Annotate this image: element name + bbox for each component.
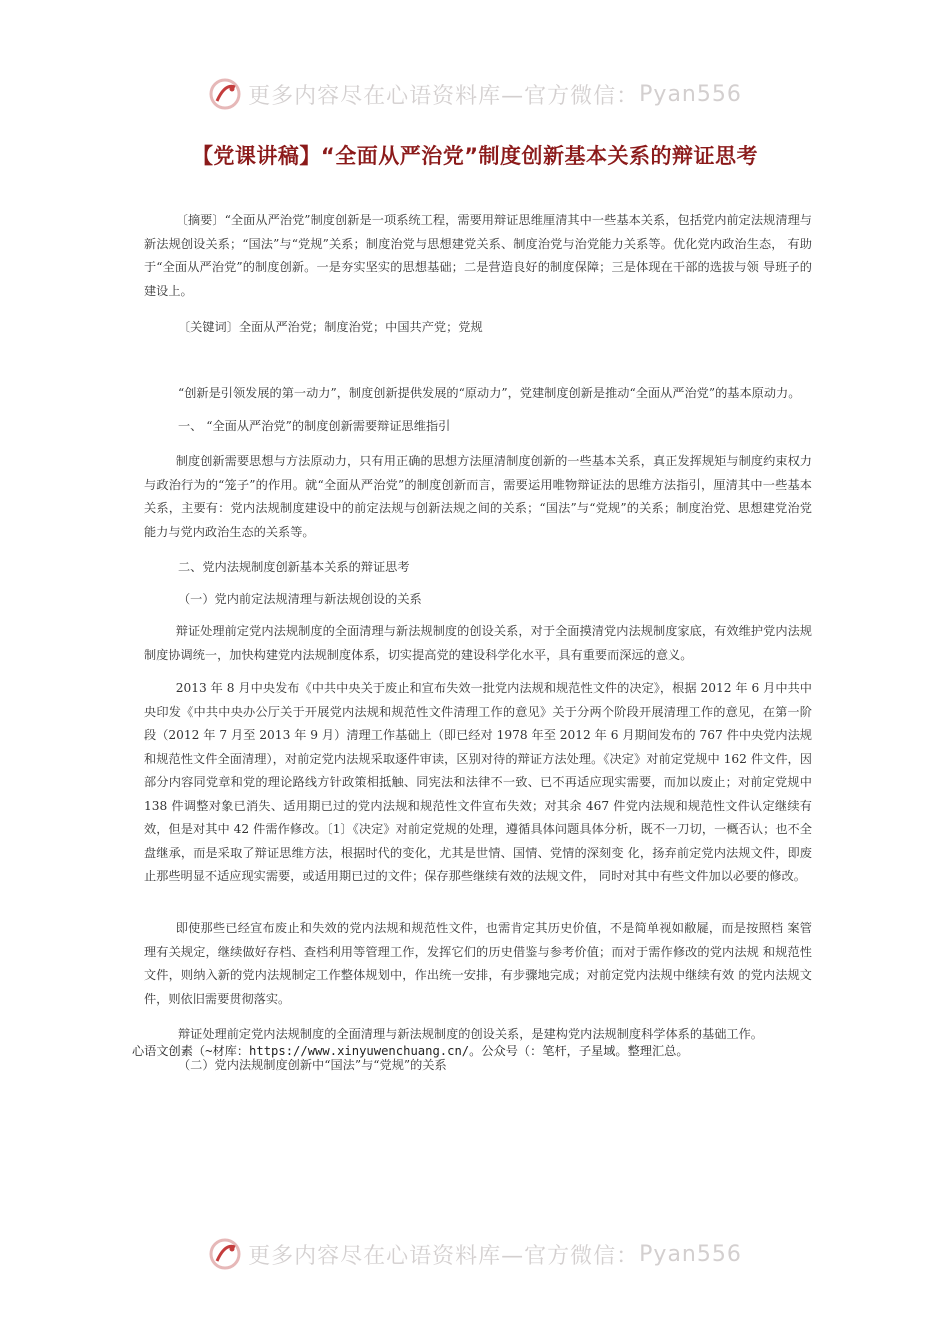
banner-text: 更多内容尽在心语资料库—官方微信：: [248, 1243, 640, 1269]
body-paragraph-1: 制度创新需要思想与方法原动力，只有用正确的思想方法厘清制度创新的一些基本关系，真正发挥规矩与制度约束权力与政治行为的“笼子”的作用。就“全面从严治党”的制度创新而言，需要运用唯物辩证法的思维方法指引，厘清其中一些基本关系，主要有：党内法规制度建设中的前定法规与创新法规之间的关系；“国法”与“党规”的关系；制度治党、思想建党治党能力与党内政治生态的关系等。: [144, 454, 812, 539]
brush-logo-icon: [208, 1237, 242, 1271]
body-paragraph-3: 2013 年 8 月中央发布《中共中央关于废止和宣布失效一批党内法规和规范性文件的决定》，根据 2012 年 6 月中共中央印发《中共中央办公厅关于开展党内法规和规范性文件清理工作的意见》关于分两个阶段开展清理工作的意见，在第一阶段（2012 年 7 月至 2013 年 9 月）清理工作基础上（即已经对 1978 年至 2012 年 6 月期间发布的 767 件中央党内法规和规范性文件全面清理），对前定党内法规采取逐件审读，区别对待的辩证方法处理。《决定》对前定党规中 162 件文件，因部分内容同党章和党的理论路线方针政策相抵触、同宪法和法律不一致、已不再适应现实需要，而加以废止；对前定党规中 138 件调整对象已消失、适用期已过的党内法规和规范性文件宣布失效；对其余 467 件党内法规和规范性文件认定继续有效，但是对其中 42 件需作修改。〔1〕《决定》对前定党规的处理，遵循具体问题具体分析，既不一刀切，一概否认；也不全盘继承，而是采取了辩证思维方法，根据时代的变化，尤其是世情、国情、党情的深刻变 化，扬弃前定党内法规文件，即废止那些明显不适应现实需要，或适用期已过的文件；保存那些继续有效的法规文件， 同时对其中有些文件加以必要的修改。: [144, 681, 812, 883]
document-title: 【党课讲稿】“全面从严治党”制度创新基本关系的辩证思考: [191, 144, 759, 168]
intro-line: “创新是引领发展的第一动力”，制度创新提供发展的“原动力”，党建制度创新是推动“全面从严治党”的基本原动力。: [178, 386, 801, 400]
banner-text: 更多内容尽在心语资料库—官方微信：: [248, 83, 640, 109]
source-note: 心语文创素（~材库：https://www.xinyuwenchuang.cn/。公众号（：笔杆，子星域。整理汇总。: [132, 1044, 689, 1058]
section-heading-2: 二、党内法规制度创新基本关系的辩证思考: [178, 560, 410, 574]
brush-logo-icon: [208, 77, 242, 111]
subsection-heading-2: （二）党内法规制度创新中“国法”与“党规”的关系: [178, 1058, 447, 1072]
section-heading-1: 一、 “全面从严治党”的制度创新需要辩证思维指引: [178, 419, 451, 433]
subsection-heading-1: （一）党内前定法规清理与新法规创设的关系: [178, 592, 422, 606]
wechat-id: Pyan556: [639, 1241, 742, 1267]
wechat-id: Pyan556: [639, 81, 742, 107]
header-watermark: [0, 72, 950, 116]
body-paragraph-4: 即使那些已经宣布废止和失效的党内法规和规范性文件，也需肯定其历史价值，不是简单视如敝屣，而是按照档 案管理有关规定，继续做好存档、查档利用等管理工作，发挥它们的历史借鉴与参考价值；而对于需作修改的党内法规 和规范性文件，则纳入新的党内法规制定工作整体规划中，作出统一安排，有步骤地完成；对前定党内法规中继续有效 的党内法规文件，则依旧需要贯彻落实。: [144, 921, 812, 1006]
body-paragraph-5: 辩证处理前定党内法规制度的全面清理与新法规制度的创设关系，是建构党内法规制度科学体系的基础工作。: [178, 1027, 763, 1041]
abstract-paragraph: 〔摘要〕“全面从严治党”制度创新是一项系统工程，需要用辩证思维厘清其中一些基本关系，包括党内前定法规清理与新法规创设关系；“国法”与“党规”关系；制度治党与思想建党关系、制度治党与治党能力关系等。优化党内政治生态， 有助于“全面从严治党”的制度创新。一是夯实坚实的思想基础；二是营造良好的制度保障；三是体现在干部的选拔与领 导班子的建设上。: [144, 213, 812, 298]
keywords-line: 〔关键词〕全面从严治党；制度治党；中国共产党；党规: [178, 320, 483, 334]
footer-watermark: [0, 1232, 950, 1276]
body-paragraph-2: 辩证处理前定党内法规制度的全面清理与新法规制度的创设关系，对于全面摸清党内法规制度家底，有效维护党内法规制度协调统一，加快构建党内法规制度体系，切实提高党的建设科学化水平，具有重要而深远的意义。: [144, 624, 812, 662]
